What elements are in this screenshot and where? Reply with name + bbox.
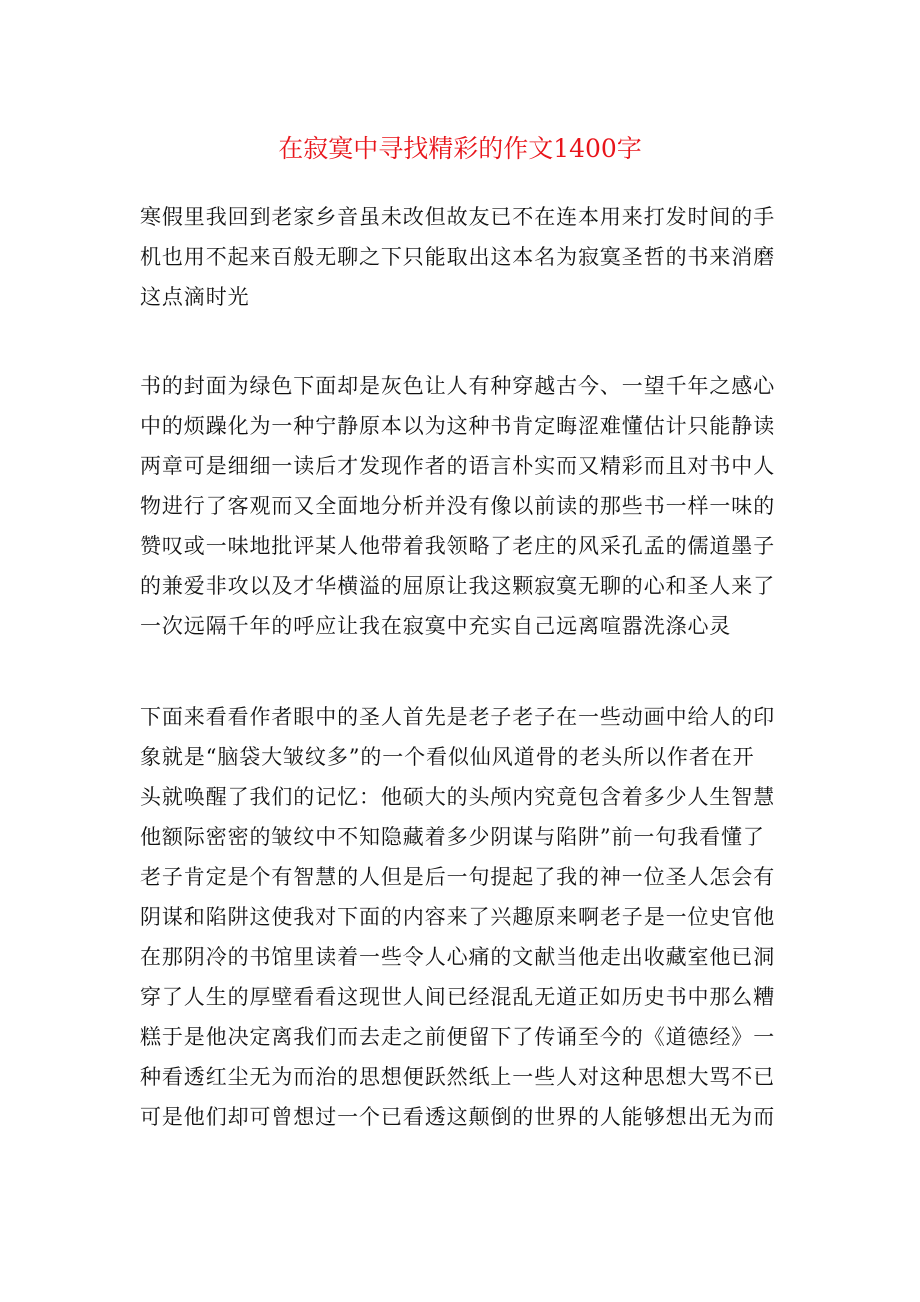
- text-line: 物进行了客观而又全面地分析并没有像以前读的那些书一样一味的: [140, 494, 776, 518]
- paragraph-1: [140, 197, 790, 317]
- document-title: 在寂寞中寻找精彩的作文1400字: [278, 133, 642, 163]
- paragraph-2: [140, 366, 790, 646]
- text-line: 糕于是他决定离我们而去走之前便留下了传诵至今的《道德经》一: [140, 1025, 776, 1049]
- text-line: 寒假里我回到老家乡音虽未改但故友已不在连本用来打发时间的手: [140, 205, 776, 229]
- text-line: 一次远隔千年的呼应让我在寂寞中充实自己远离喧嚣洗涤心灵: [140, 614, 732, 638]
- text-line: 头就唤醒了我们的记忆：他硕大的头颅内究竟包含着多少人生智慧: [140, 785, 776, 809]
- text-line: 赞叹或一味地批评某人他带着我领略了老庄的风采孔孟的儒道墨子: [140, 534, 776, 558]
- text-line: 中的烦躁化为一种宁静原本以为这种书肯定晦涩难懂估计只能静读: [140, 414, 776, 438]
- text-line: 阴谋和陷阱这使我对下面的内容来了兴趣原来啊老子是一位史官他: [140, 905, 776, 929]
- text-line: 象就是“脑袋大皱纹多”的一个看似仙风道骨的老头所以作者在开: [140, 745, 755, 769]
- paragraph-3: [140, 697, 790, 1137]
- text-line: 书的封面为绿色下面却是灰色让人有种穿越古今、一望千年之感心: [140, 374, 776, 398]
- text-line: 下面来看看作者眼中的圣人首先是老子老子在一些动画中给人的印: [140, 705, 776, 729]
- text-line: 他额际密密的皱纹中不知隐藏着多少阴谋与陷阱”前一句我看懂了: [140, 825, 765, 849]
- text-line: 穿了人生的厚壁看看这现世人间已经混乱无道正如历史书中那么糟: [140, 985, 776, 1009]
- text-line: 在那阴冷的书馆里读着一些令人心痛的文献当他走出收藏室他已洞: [140, 945, 776, 969]
- text-line: 机也用不起来百般无聊之下只能取出这本名为寂寞圣哲的书来消磨: [140, 245, 776, 269]
- text-line: 种看透红尘无为而治的思想便跃然纸上一些人对这种思想大骂不已: [140, 1065, 776, 1089]
- text-line: 的兼爱非攻以及才华横溢的屈原让我这颗寂寞无聊的心和圣人来了: [140, 574, 776, 598]
- text-line: 两章可是细细一读后才发现作者的语言朴实而又精彩而且对书中人: [140, 454, 776, 478]
- text-line: 老子肯定是个有智慧的人但是后一句提起了我的神一位圣人怎会有: [140, 865, 776, 889]
- text-line: 这点滴时光: [140, 285, 250, 309]
- text-line: 可是他们却可曾想过一个已看透这颠倒的世界的人能够想出无为而: [140, 1105, 776, 1129]
